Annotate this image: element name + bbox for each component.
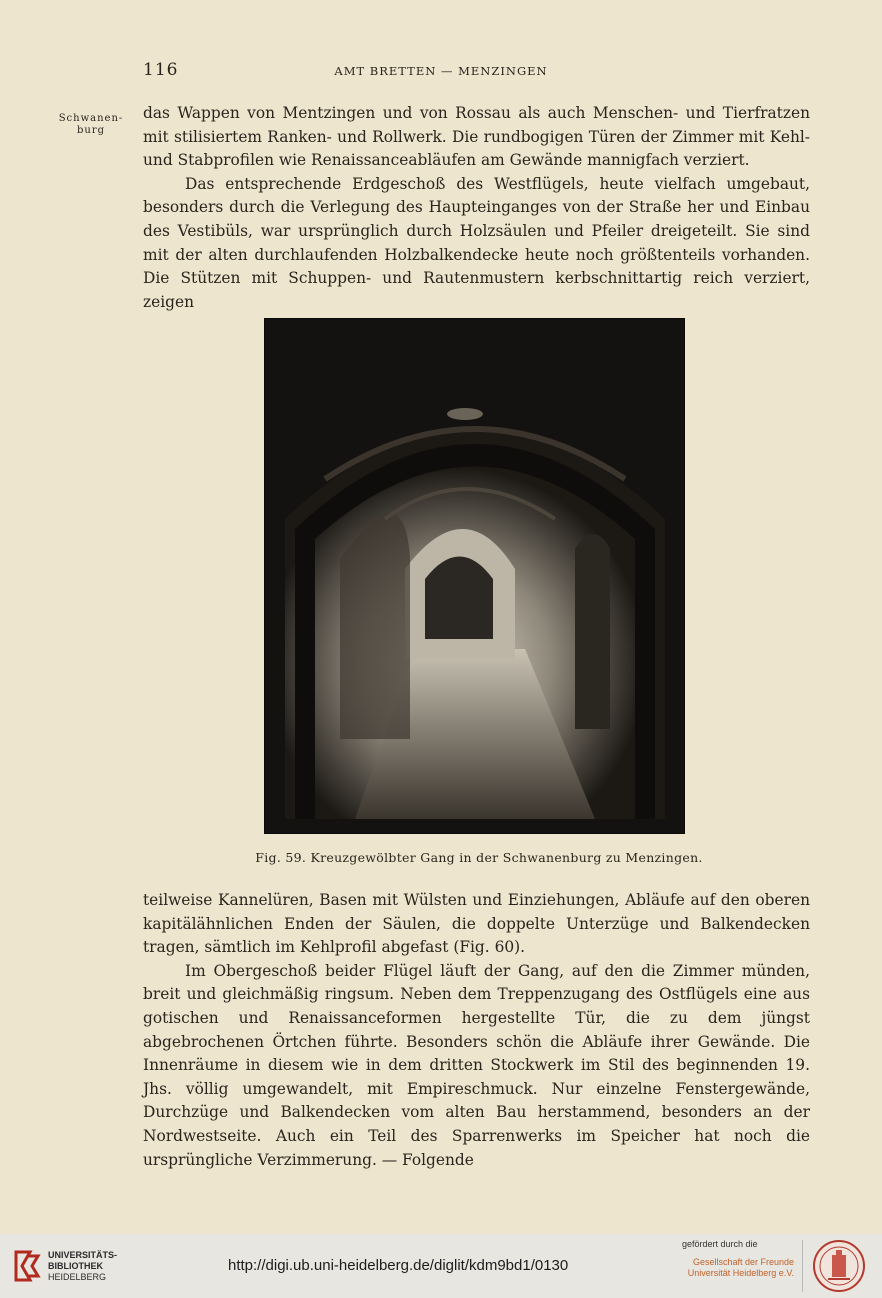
- sponsor-label: gefördert durch die: [682, 1239, 758, 1249]
- running-head-title: AMT BRETTEN — MENZINGEN: [334, 64, 548, 78]
- margin-note-line: burg: [76, 125, 106, 136]
- page-number: 116: [143, 60, 179, 80]
- footer-bar: [0, 1234, 882, 1298]
- paragraph: teilweise Kannelüren, Basen mit Wülsten und Einziehungen, Abläufe auf den oberen kapitälähnlichen Enden der Säulen, die doppelte Unterzüge und Balkendecken tragen, sämtlich im Kehlprofil abgefast (Fig. 60).: [143, 891, 810, 957]
- text-block-bottom: [143, 889, 810, 1172]
- sponsor-org-line: Gesellschaft der Freunde: [692, 1257, 794, 1267]
- paragraph: das Wappen von Mentzingen und von Rossau als auch Menschen- und Tierfratzen mit stilisiertem Ranken- und Rollwerk. Die rundbogigen Türen der Zimmer mit Kehl- und Stabprofilen wie Renaissanceabläufen am Gewände mannigfach verziert.: [143, 104, 810, 170]
- sponsor-org-line: Universität Heidelberg e.V.: [687, 1268, 794, 1278]
- margin-note-line: Schwanen-: [58, 113, 124, 124]
- library-name-line: UNIVERSITÄTS-: [48, 1250, 118, 1260]
- sponsor-block: [682, 1239, 794, 1279]
- permalink-url[interactable]: http://digi.ub.uni-heidelberg.de/diglit/kdm9bd1/0130: [228, 1257, 569, 1274]
- figure-photo: [264, 318, 685, 834]
- figure-caption: Fig. 59. Kreuzgewölbter Gang in der Schwanenburg zu Menzingen.: [255, 850, 703, 865]
- library-logo-icon: [12, 1248, 42, 1284]
- library-name-line: HEIDELBERG: [48, 1272, 107, 1282]
- paragraph: Das entsprechende Erdgeschoß des Westflügels, heute vielfach umgebaut, besonders durch die Verlegung des Haupteinganges von der Straße her und Einbau des Vestibüls, war ursprünglich durch Holzsäulen und Pfeiler dreigeteilt. Sie sind mit der alten durchlaufenden Holzbalkendecke heute noch größtenteils vorhanden. Die Stützen mit Schuppen- und Rautenmustern kerbschnittartig reich verziert, zeigen: [143, 174, 810, 311]
- university-seal-icon: [812, 1239, 866, 1293]
- paragraph: Im Obergeschoß beider Flügel läuft der Gang, auf den die Zimmer münden, breit und gleichmäßig ringsum. Neben dem Treppenzugang des Ostflügels eine aus gotischen und Renaissanceformen hergestellte Tür, die zu dem jüngst abgebrochenen Örtchen führte. Besonders schön die Abläufe ihrer Gewände. Die Innenräume in diesem wie in dem dritten Stockwerk im Stil des beginnenden 19. Jhs. völlig umgewandelt, mit Empireschmuck. Nur einzelne Fenstergewände, Durchzüge und Balkendecken vom alten Bau herstammend, besonders an der Nordwestseite. Auch ein Teil des Sparrenwerks im Speicher hat noch die ursprüngliche Verzimmerung. — Folgende: [143, 961, 810, 1169]
- text-block-top: [143, 102, 810, 314]
- vaulted-corridor-photo: [265, 319, 684, 833]
- library-name-line: BIBLIOTHEK: [48, 1261, 103, 1271]
- running-head: [0, 60, 882, 80]
- margin-note: [52, 113, 130, 137]
- library-name: [48, 1250, 117, 1283]
- footer-divider: [802, 1240, 803, 1292]
